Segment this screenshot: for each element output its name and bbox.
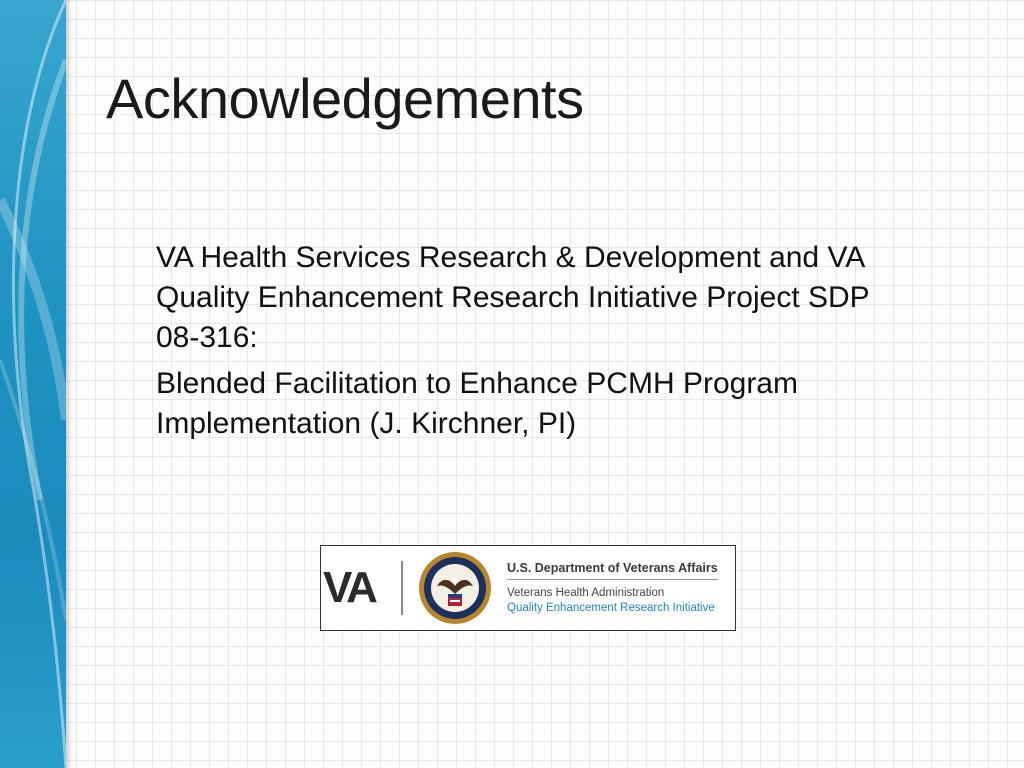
band-shadow bbox=[66, 0, 72, 768]
va-seal-icon bbox=[417, 550, 493, 626]
decorative-side-band bbox=[0, 0, 66, 768]
slide-title: Acknowledgements bbox=[106, 67, 584, 130]
department-name: U.S. Department of Veterans Affairs bbox=[507, 561, 718, 580]
funding-paragraph: VA Health Services Research & Development and VA Quality Enhancement Research Initiative Project SDP 08-316: bbox=[156, 241, 870, 354]
va-queri-logo bbox=[320, 545, 736, 631]
logo-divider bbox=[401, 561, 403, 615]
va-wordmark: VA bbox=[323, 563, 375, 612]
initiative-name: Quality Enhancement Research Initiative bbox=[507, 601, 715, 614]
project-paragraph: Blended Facilitation to Enhance PCMH Program Implementation (J. Kirchner, PI) bbox=[156, 367, 798, 440]
agency-text bbox=[507, 561, 718, 616]
swoosh-decoration bbox=[0, 0, 66, 768]
administration-name: Veterans Health Administration bbox=[507, 586, 665, 599]
acknowledgement-body bbox=[156, 238, 916, 450]
